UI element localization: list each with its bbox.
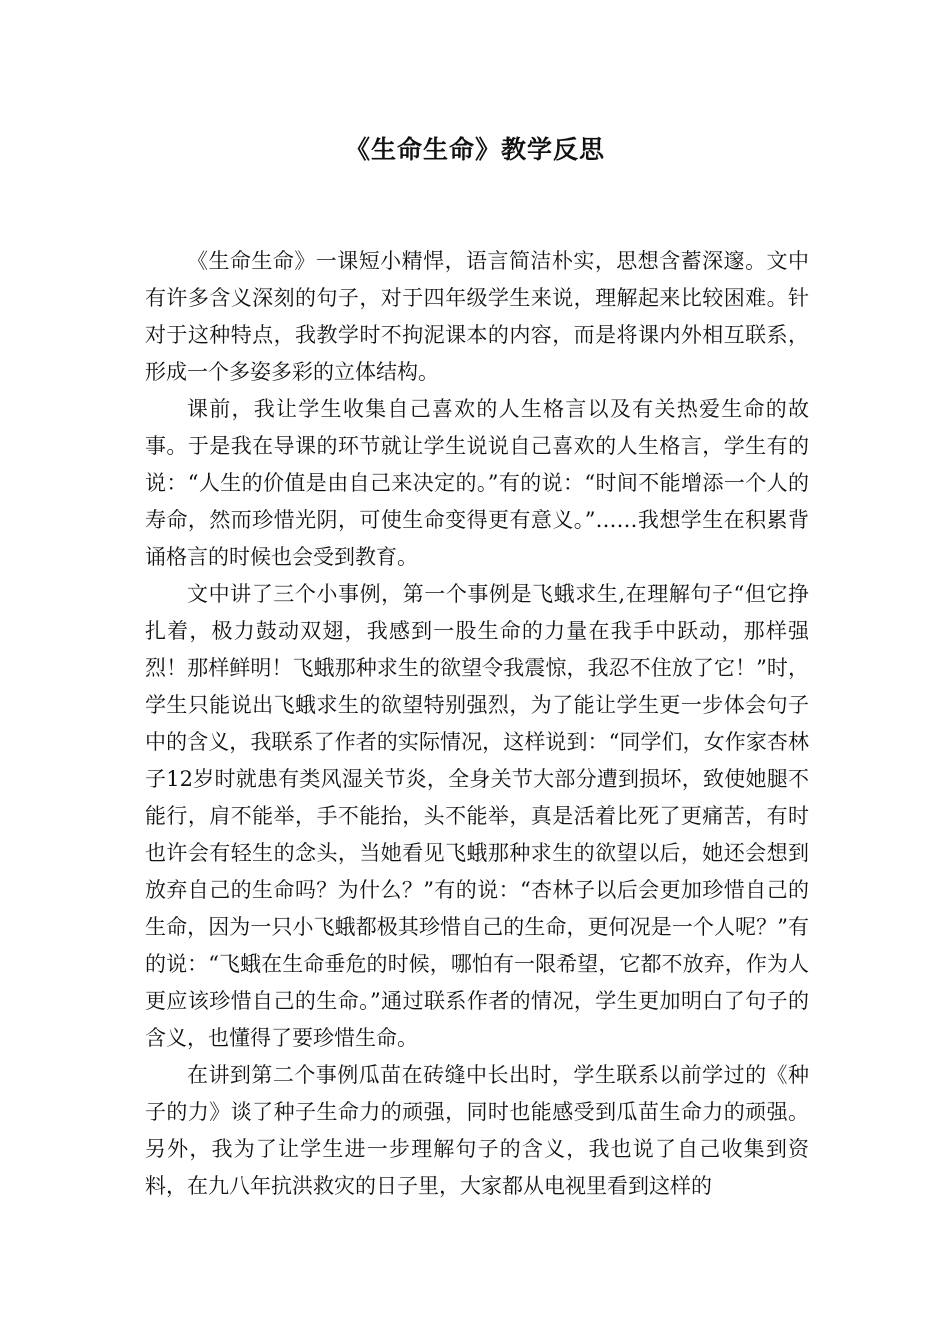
document-body: [145, 243, 809, 1205]
paragraph-4: 在讲到第二个事例瓜苗在砖缝中长出时，学生联系以前学过的《种子的力》谈了种子生命力的顽强，同时也能感受到瓜苗生命力的顽强。另外，我为了让学生进一步理解句子的含义，我也说了自己收集到资料，在九八年抗洪救灾的日子里，大家都从电视里看到这样的: [145, 1063, 809, 1198]
paragraph-1: 《生命生命》一课短小精悍，语言简洁朴实，思想含蓄深邃。文中有许多含义深刻的句子，对于四年级学生来说，理解起来比较困难。针对于这种特点，我教学时不拘泥课本的内容，而是将课内外相互联系，形成一个多姿多彩的立体结构。: [145, 249, 809, 384]
paragraph-3: 文中讲了三个小事例，第一个事例是飞蛾求生,在理解句子“但它挣扎着，极力鼓动双翅，我感到一股生命的力量在我手中跃动，那样强烈！那样鲜明！飞蛾那种求生的欲望令我震惊，我忍不住放了它！”时，学生只能说出飞蛾求生的欲望特别强烈，为了能让学生更一步体会句子中的含义，我联系了作者的实际情况，这样说到：“同学们，女作家杏林子12岁时就患有类风湿关节炎，全身关节大部分遭到损坏，致使她腿不能行，肩不能举，手不能抬，头不能举，真是活着比死了更痛苦，有时也许会有轻生的念头，当她看见飞蛾那种求生的欲望以后，她还会想到放弃自己的生命吗？为什么？”有的说：“杏林子以后会更加珍惜自己的生命，因为一只小飞蛾都极其珍惜自己的生命，更何况是一个人呢？”有的说：“飞蛾在生命垂危的时候，哪怕有一限希望，它都不放弃，作为人更应该珍惜自己的生命。”通过联系作者的情况，学生更加明白了句子的含义，也懂得了要珍惜生命。: [145, 582, 809, 1050]
paragraph-2: 课前，我让学生收集自己喜欢的人生格言以及有关热爱生命的故事。于是我在导课的环节就让学生说说自己喜欢的人生格言，学生有的说：“人生的价值是由自己来决定的。”有的说：“时间不能增添一个人的寿命，然而珍惜光阴，可使生命变得更有意义。”……我想学生在积累背诵格言的时候也会受到教育。: [145, 397, 809, 569]
document-title: 《生命生命》教学反思: [344, 135, 605, 164]
